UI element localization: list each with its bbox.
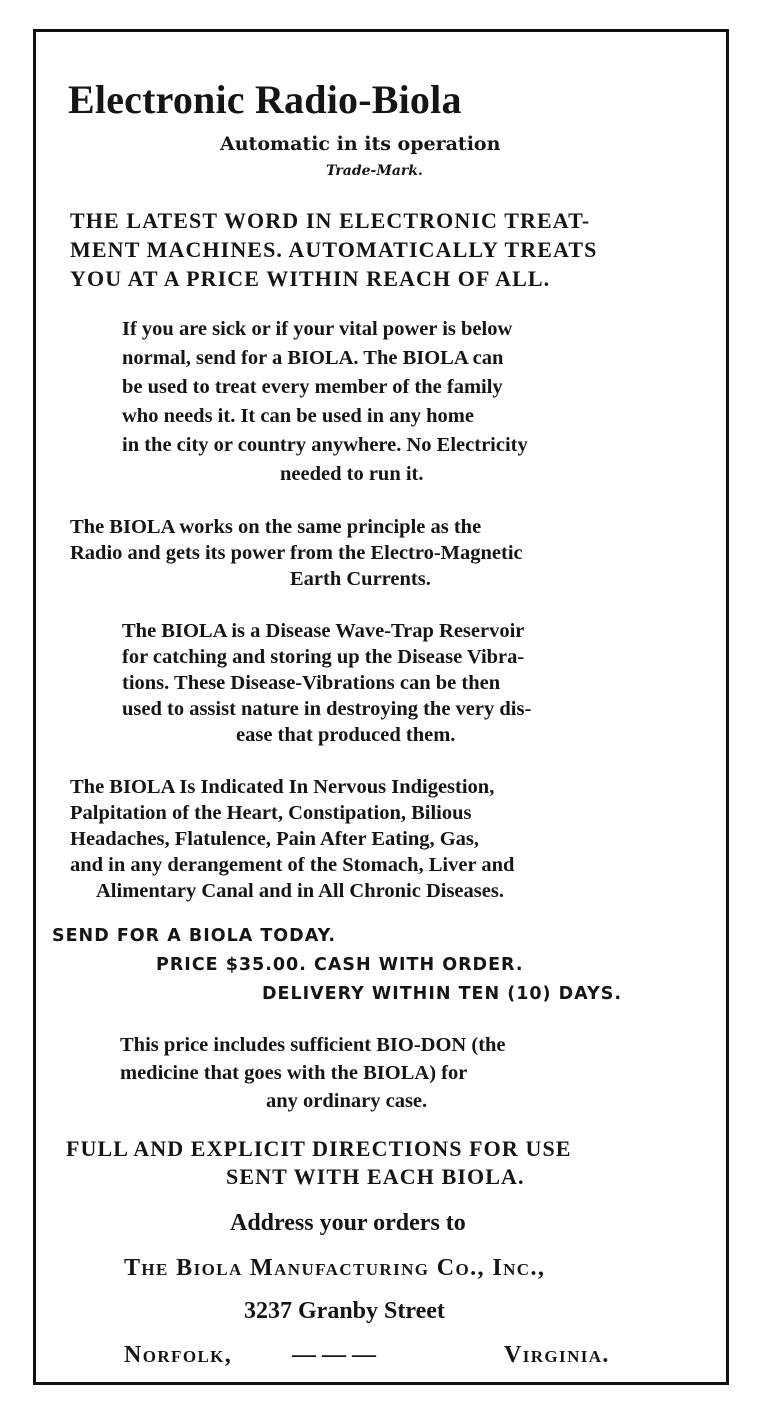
state-name: Virginia. bbox=[504, 1342, 610, 1368]
paragraph-line: Earth Currents. bbox=[290, 568, 431, 590]
order-price-line: PRICE $35.00. CASH WITH ORDER. bbox=[156, 955, 524, 975]
paragraph-line: needed to run it. bbox=[280, 463, 424, 485]
paragraph-line: be used to treat every member of the family bbox=[122, 376, 503, 398]
order-delivery-line: DELIVERY WITHIN TEN (10) DAYS. bbox=[262, 984, 622, 1004]
paragraph-line: for catching and storing up the Disease Vibra- bbox=[122, 646, 525, 668]
paragraph-line: This price includes sufficient BIO-DON (the bbox=[120, 1034, 506, 1056]
order-send-line: SEND FOR A BIOLA TODAY. bbox=[52, 926, 337, 946]
headline: Electronic Radio-Biola bbox=[68, 77, 462, 122]
paragraph-line: medicine that goes with the BIOLA) for bbox=[120, 1062, 468, 1084]
paragraph-line: Headaches, Flatulence, Pain After Eating, Gas, bbox=[70, 828, 480, 850]
address-dashes: — — — bbox=[292, 1342, 376, 1368]
directions-line: SENT WITH EACH BIOLA. bbox=[226, 1164, 525, 1189]
address-lead: Address your orders to bbox=[230, 1210, 466, 1236]
city-name: Norfolk, bbox=[124, 1342, 233, 1368]
paragraph-line: Radio and gets its power from the Electro-Magnetic bbox=[70, 542, 523, 564]
paragraph-line: Palpitation of the Heart, Constipation, Bilious bbox=[70, 802, 472, 824]
intro-line: THE LATEST WORD IN ELECTRONIC TREAT- bbox=[70, 208, 591, 233]
paragraph-line: The BIOLA Is Indicated In Nervous Indigestion, bbox=[70, 776, 495, 798]
street-address: 3237 Granby Street bbox=[244, 1298, 445, 1324]
paragraph-line: in the city or country anywhere. No Electricity bbox=[122, 434, 528, 456]
paragraph-line: normal, send for a BIOLA. The BIOLA can bbox=[122, 347, 504, 369]
intro-line: YOU AT A PRICE WITHIN REACH OF ALL. bbox=[70, 266, 551, 291]
intro-line: MENT MACHINES. AUTOMATICALLY TREATS bbox=[70, 237, 598, 262]
paragraph-line: tions. These Disease-Vibrations can be then bbox=[122, 672, 501, 694]
company-name: The Biola Manufacturing Co., Inc., bbox=[124, 1255, 546, 1281]
paragraph-line: ease that produced them. bbox=[236, 724, 456, 746]
paragraph-line: any ordinary case. bbox=[266, 1090, 428, 1112]
tagline: Automatic in its operation bbox=[220, 133, 501, 155]
paragraph-line: The BIOLA works on the same principle as the bbox=[70, 516, 482, 538]
trademark-note: Trade-Mark. bbox=[326, 163, 423, 179]
paragraph-line: who needs it. It can be used in any home bbox=[122, 405, 474, 427]
paragraph-line: If you are sick or if your vital power is below bbox=[122, 318, 513, 340]
paragraph-line: Alimentary Canal and in All Chronic Diseases. bbox=[96, 880, 504, 902]
paragraph-line: used to assist nature in destroying the very dis- bbox=[122, 698, 532, 720]
paragraph-line: The BIOLA is a Disease Wave-Trap Reservoir bbox=[122, 620, 525, 642]
directions-line: FULL AND EXPLICIT DIRECTIONS FOR USE bbox=[66, 1136, 572, 1161]
paragraph-line: and in any derangement of the Stomach, Liver and bbox=[70, 854, 515, 876]
advertisement-frame bbox=[33, 29, 729, 1385]
